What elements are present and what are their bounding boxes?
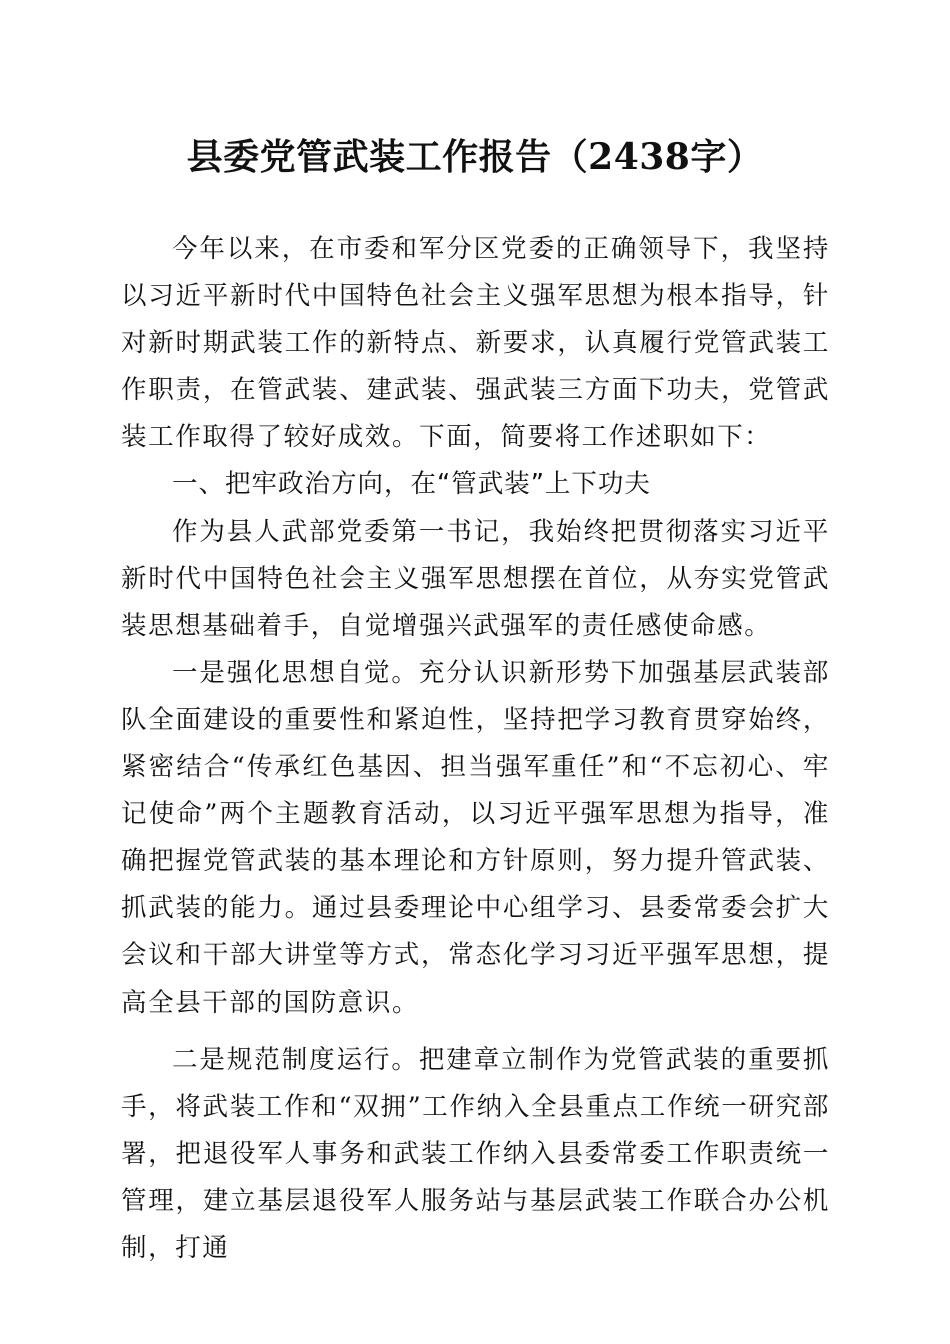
point-paragraph-2 — [121, 1037, 830, 1272]
section-summary-paragraph: 作为县人武部党委第一书记，我始终把贯彻落实习近平新时代中国特色社会主义强军思想摆在首位，从夯实党管武装思想基础着手，自觉增强兴武强军的责任感使命感。 — [121, 516, 830, 641]
intro-paragraph: 今年以来，在市委和军分区党委的正确领导下，我坚持以习近平新时代中国特色社会主义强军思想为根本指导，针对新时期武装工作的新特点、新要求，认真履行党管武装工作职责，在管武装、建武装、强武装三方面下功夫，党管武装工作取得了较好成效。下面，简要将工作述职如下： — [121, 234, 830, 453]
point-paragraph-1 — [121, 650, 830, 1027]
section-heading: 一、把牢政治方向，在“管武装”上下功夫 — [172, 469, 651, 500]
point-lead-1: 一是强化思想自觉。 — [172, 657, 419, 688]
point-text-1: 充分认识新形势下加强基层武装部队全面建设的重要性和紧迫性，坚持把学习教育贯穿始终，紧密结合“传承红色基因、担当强军重任”和“不忘初心、牢记使命”两个主题教育活动，以习近平强军思想为指导，准确把握党管武装的基本理论和方针原则，努力提升管武装、抓武装的能力。通过县委理论中心组学习、县委常委会扩大会议和干部大讲堂等方式，常态化学习习近平强军思想，提高全县干部的国防意识。 — [121, 657, 830, 1018]
document-body — [121, 226, 830, 1272]
point-lead-2: 二是规范制度运行。 — [172, 1044, 419, 1075]
point-text-2: 把建章立制作为党管武装的重要抓手，将武装工作和“双拥”工作纳入全县重点工作统一研究部署，把退役军人事务和武装工作纳入县委常委工作职责统一管理，建立基层退役军人服务站与基层武装工作联合办公机制，打通 — [121, 1044, 830, 1263]
document-title: 县委党管武装工作报告（2438字） — [186, 136, 764, 178]
